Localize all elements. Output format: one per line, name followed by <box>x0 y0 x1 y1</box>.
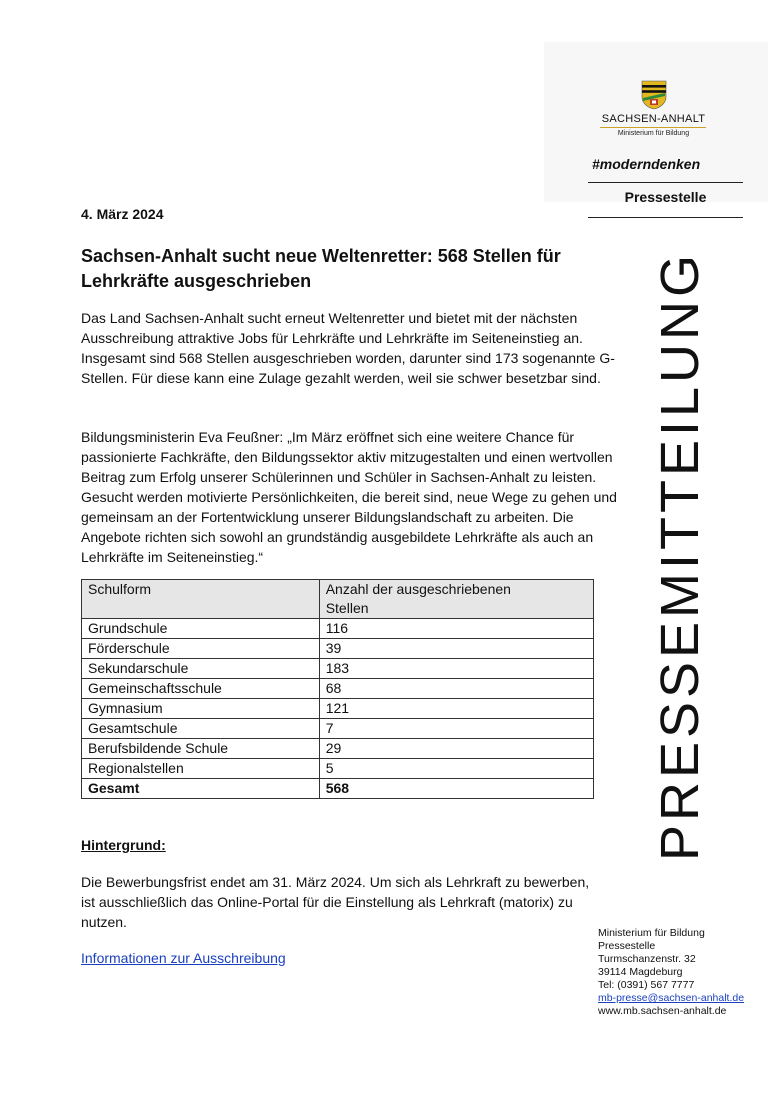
table-cell-anzahl: 116 <box>319 619 593 639</box>
intro-paragraph: Das Land Sachsen-Anhalt sucht erneut Weltenretter und bietet mit der nächsten Ausschreibung attraktive Jobs für Lehrkräfte und Lehrkräfte im Seiteneinstieg an. Insgesamt sind 568 Stellen ausgeschrieben worden, darunter sind 173 sogenannte G-Stellen. Für diese kann eine Zulage gezahlt werden, weil sie schwer besetzbar sind. <box>81 310 615 386</box>
table-row <box>82 759 594 779</box>
quote-paragraph: Bildungsministerin Eva Feußner: „Im März eröffnet sich eine weitere Chance für passionierte Fachkräfte, den Bildungssektor aktiv mitzugestalten und einen wertvollen Beitrag zum Erfolg unserer Schülerinnen und Schüler in Sachsen-Anhalt zu leisten. Gesucht werden motivierte Persönlichkeiten, die bereit sind, neue Wege zu gehen und gemeinsam an der Fortentwicklung unserer Bildungslandschaft zu arbeiten. Die Angebote richten sich sowohl an grundständig ausgebildete Lehrkräfte als auch an Lehrkräfte im Seiteneinstieg.“ <box>81 429 617 565</box>
table-cell-anzahl: 68 <box>319 679 593 699</box>
pressestelle-label: Pressestelle <box>624 189 707 205</box>
table-row <box>82 699 594 719</box>
table-total-value: 568 <box>319 779 593 799</box>
hashtag: #moderndenken <box>592 156 701 172</box>
vertical-title: PRESSEMITTEILUNG <box>650 250 710 862</box>
table-cell-anzahl: 39 <box>319 639 593 659</box>
contact-phone: Tel: (0391) 567 7777 <box>598 979 695 991</box>
table-cell-anzahl: 5 <box>319 759 593 779</box>
table-cell-anzahl: 121 <box>319 699 593 719</box>
contact-city: 39114 Magdeburg <box>598 966 683 978</box>
table-header-cell: Schulform <box>82 580 320 619</box>
table-row <box>82 739 594 759</box>
table-cell-schulform: Förderschule <box>82 639 320 659</box>
coat-of-arms-icon <box>641 80 667 110</box>
contact-email-link[interactable]: mb-presse@sachsen-anhalt.de <box>598 992 745 1004</box>
header-rule-top <box>588 182 743 183</box>
table-row <box>82 679 594 699</box>
gold-divider <box>600 127 706 128</box>
table-cell-schulform: Berufsbildende Schule <box>82 739 320 759</box>
contact-block <box>598 927 744 1018</box>
table-row <box>82 659 594 679</box>
table-cell-schulform: Grundschule <box>82 619 320 639</box>
table-total-row <box>82 779 594 799</box>
table-header-cell: Anzahl der ausgeschriebenen Stellen <box>319 580 593 619</box>
table-cell-anzahl: 29 <box>319 739 593 759</box>
table-cell-schulform: Gymnasium <box>82 699 320 719</box>
ministry-subtitle: Ministerium für Bildung <box>617 130 690 137</box>
background-paragraph: Die Bewerbungsfrist endet am 31. März 2024. Um sich als Lehrkraft zu bewerben, ist ausschließlich das Online-Portal für die Einstellung als Lehrkraft (matorix) zu nutzen. <box>81 874 590 930</box>
background-heading: Hintergrund: <box>81 837 166 853</box>
header-rule-bottom <box>588 217 743 218</box>
table-row <box>82 719 594 739</box>
state-name: SACHSEN-ANHALT <box>601 113 706 125</box>
table-total-label: Gesamt <box>82 779 320 799</box>
contact-department: Pressestelle <box>598 940 656 952</box>
contact-ministry: Ministerium für Bildung <box>598 927 705 939</box>
table-cell-anzahl: 183 <box>319 659 593 679</box>
table-cell-schulform: Gesamtschule <box>82 719 320 739</box>
table-cell-anzahl: 7 <box>319 719 593 739</box>
headline: Sachsen-Anhalt sucht neue Weltenretter: 568 Stellen für Lehrkräfte ausgeschrieben <box>81 246 561 291</box>
table-row <box>82 639 594 659</box>
press-date: 4. März 2024 <box>81 206 164 222</box>
table-row <box>82 619 594 639</box>
table-cell-schulform: Gemeinschaftsschule <box>82 679 320 699</box>
tender-info-link[interactable]: Informationen zur Ausschreibung <box>81 950 286 966</box>
contact-website: www.mb.sachsen-anhalt.de <box>598 1005 727 1017</box>
table-cell-schulform: Regionalstellen <box>82 759 320 779</box>
positions-table <box>81 579 594 799</box>
table-cell-schulform: Sekundarschule <box>82 659 320 679</box>
table-header-row <box>82 580 594 619</box>
contact-street: Turmschanzenstr. 32 <box>598 953 696 965</box>
